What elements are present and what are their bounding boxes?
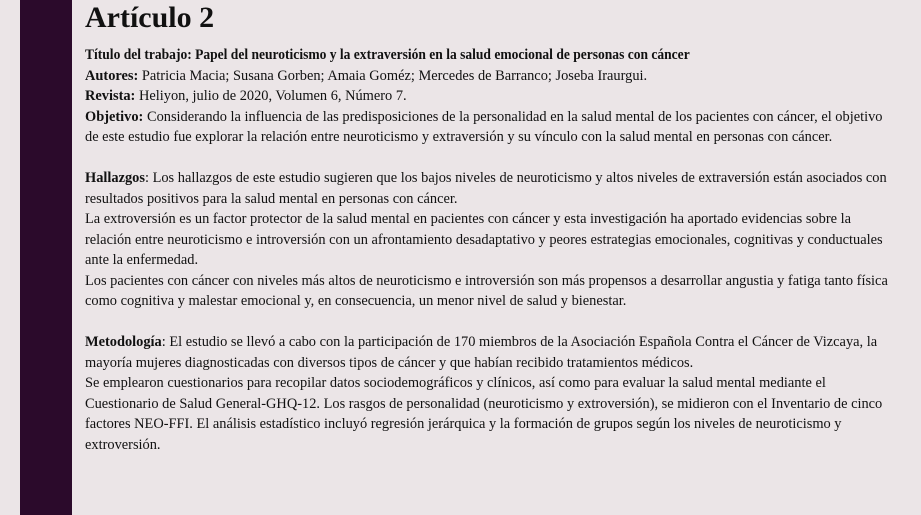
journal: Heliyon, julio de 2020, Volumen 6, Número 7. bbox=[138, 88, 407, 104]
findings-label: Hallazgos bbox=[85, 170, 145, 186]
section-gap bbox=[85, 148, 895, 169]
findings-text-1: : Los hallazgos de este estudio sugieren que los bajos niveles de neuroticismo y altos niveles de extraversión están asociados con resultados positivos para la salud mental en personas con cáncer. bbox=[85, 170, 887, 207]
paper-title-label: Título del trabajo: bbox=[85, 47, 192, 63]
authors-label: Autores: bbox=[85, 67, 139, 84]
methodology-label: Metodología bbox=[85, 334, 162, 350]
objective-text: Considerando la influencia de las predisposiciones de la personalidad en la salud mental de los pacientes con cáncer, el objetivo de este estudio fue explorar la relación entre neuroticismo y extraversión y su vínculo con la salud mental en personas con cáncer. bbox=[85, 108, 883, 145]
section-gap bbox=[85, 312, 895, 333]
objective-paragraph bbox=[85, 107, 895, 148]
article-body bbox=[85, 45, 895, 455]
page-left-margin bbox=[0, 0, 20, 515]
journal-line bbox=[85, 86, 895, 107]
methodology-text-1: : El estudio se llevó a cabo con la participación de 170 miembros de la Asociación Española Contra el Cáncer de Vizcaya, la mayoría mujeres diagnosticadas con diversos tipos de cáncer y que habían recibido tratamientos médicos. bbox=[85, 334, 878, 371]
article-heading: Artículo 2 bbox=[85, 1, 215, 34]
findings-paragraph-3: Los pacientes con cáncer con niveles más altos de neuroticismo e introversión son más propensos a desarrollar angustia y fatiga tanto física como cognitiva y malestar emocional y, en consecuencia, un menor nivel de salud y bienestar. bbox=[85, 272, 888, 309]
authors-line bbox=[85, 66, 895, 87]
paper-title: Papel del neuroticismo y la extraversión en la salud emocional de personas con cáncer bbox=[195, 47, 690, 63]
paper-title-line bbox=[85, 45, 895, 66]
methodology-paragraph-2: Se emplearon cuestionarios para recopilar datos sociodemográficos y clínicos, así como para evaluar la salud mental mediante el Cuestionario de Salud General-GHQ-12. Los rasgos de personalidad (neuroticismo y extroversión), se midieron con el Inventario de cinco factores NEO-FFI. El análisis estadístico incluyó regresión jerárquica y la formación de grupos según los niveles de neuroticismo y extroversión. bbox=[85, 375, 883, 453]
methodology-paragraph-1 bbox=[85, 332, 895, 373]
journal-label: Revista: bbox=[85, 88, 136, 104]
authors: Patricia Macia; Susana Gorben; Amaia Goméz; Mercedes de Barranco; Joseba Iraurgui. bbox=[141, 67, 648, 84]
findings-paragraph-1 bbox=[85, 168, 895, 209]
objective-label: Objetivo: bbox=[85, 108, 144, 125]
decorative-side-bar bbox=[20, 0, 72, 515]
paper-title-wrapper bbox=[85, 45, 690, 66]
findings-paragraph-2: La extroversión es un factor protector de la salud mental en pacientes con cáncer y esta investigación ha aportado evidencias sobre la relación entre neuroticismo e introversión con un afrontamiento desadaptativo y peores estrategias emocionales, cognitivas y conductuales ante la enfermedad. bbox=[85, 211, 883, 268]
